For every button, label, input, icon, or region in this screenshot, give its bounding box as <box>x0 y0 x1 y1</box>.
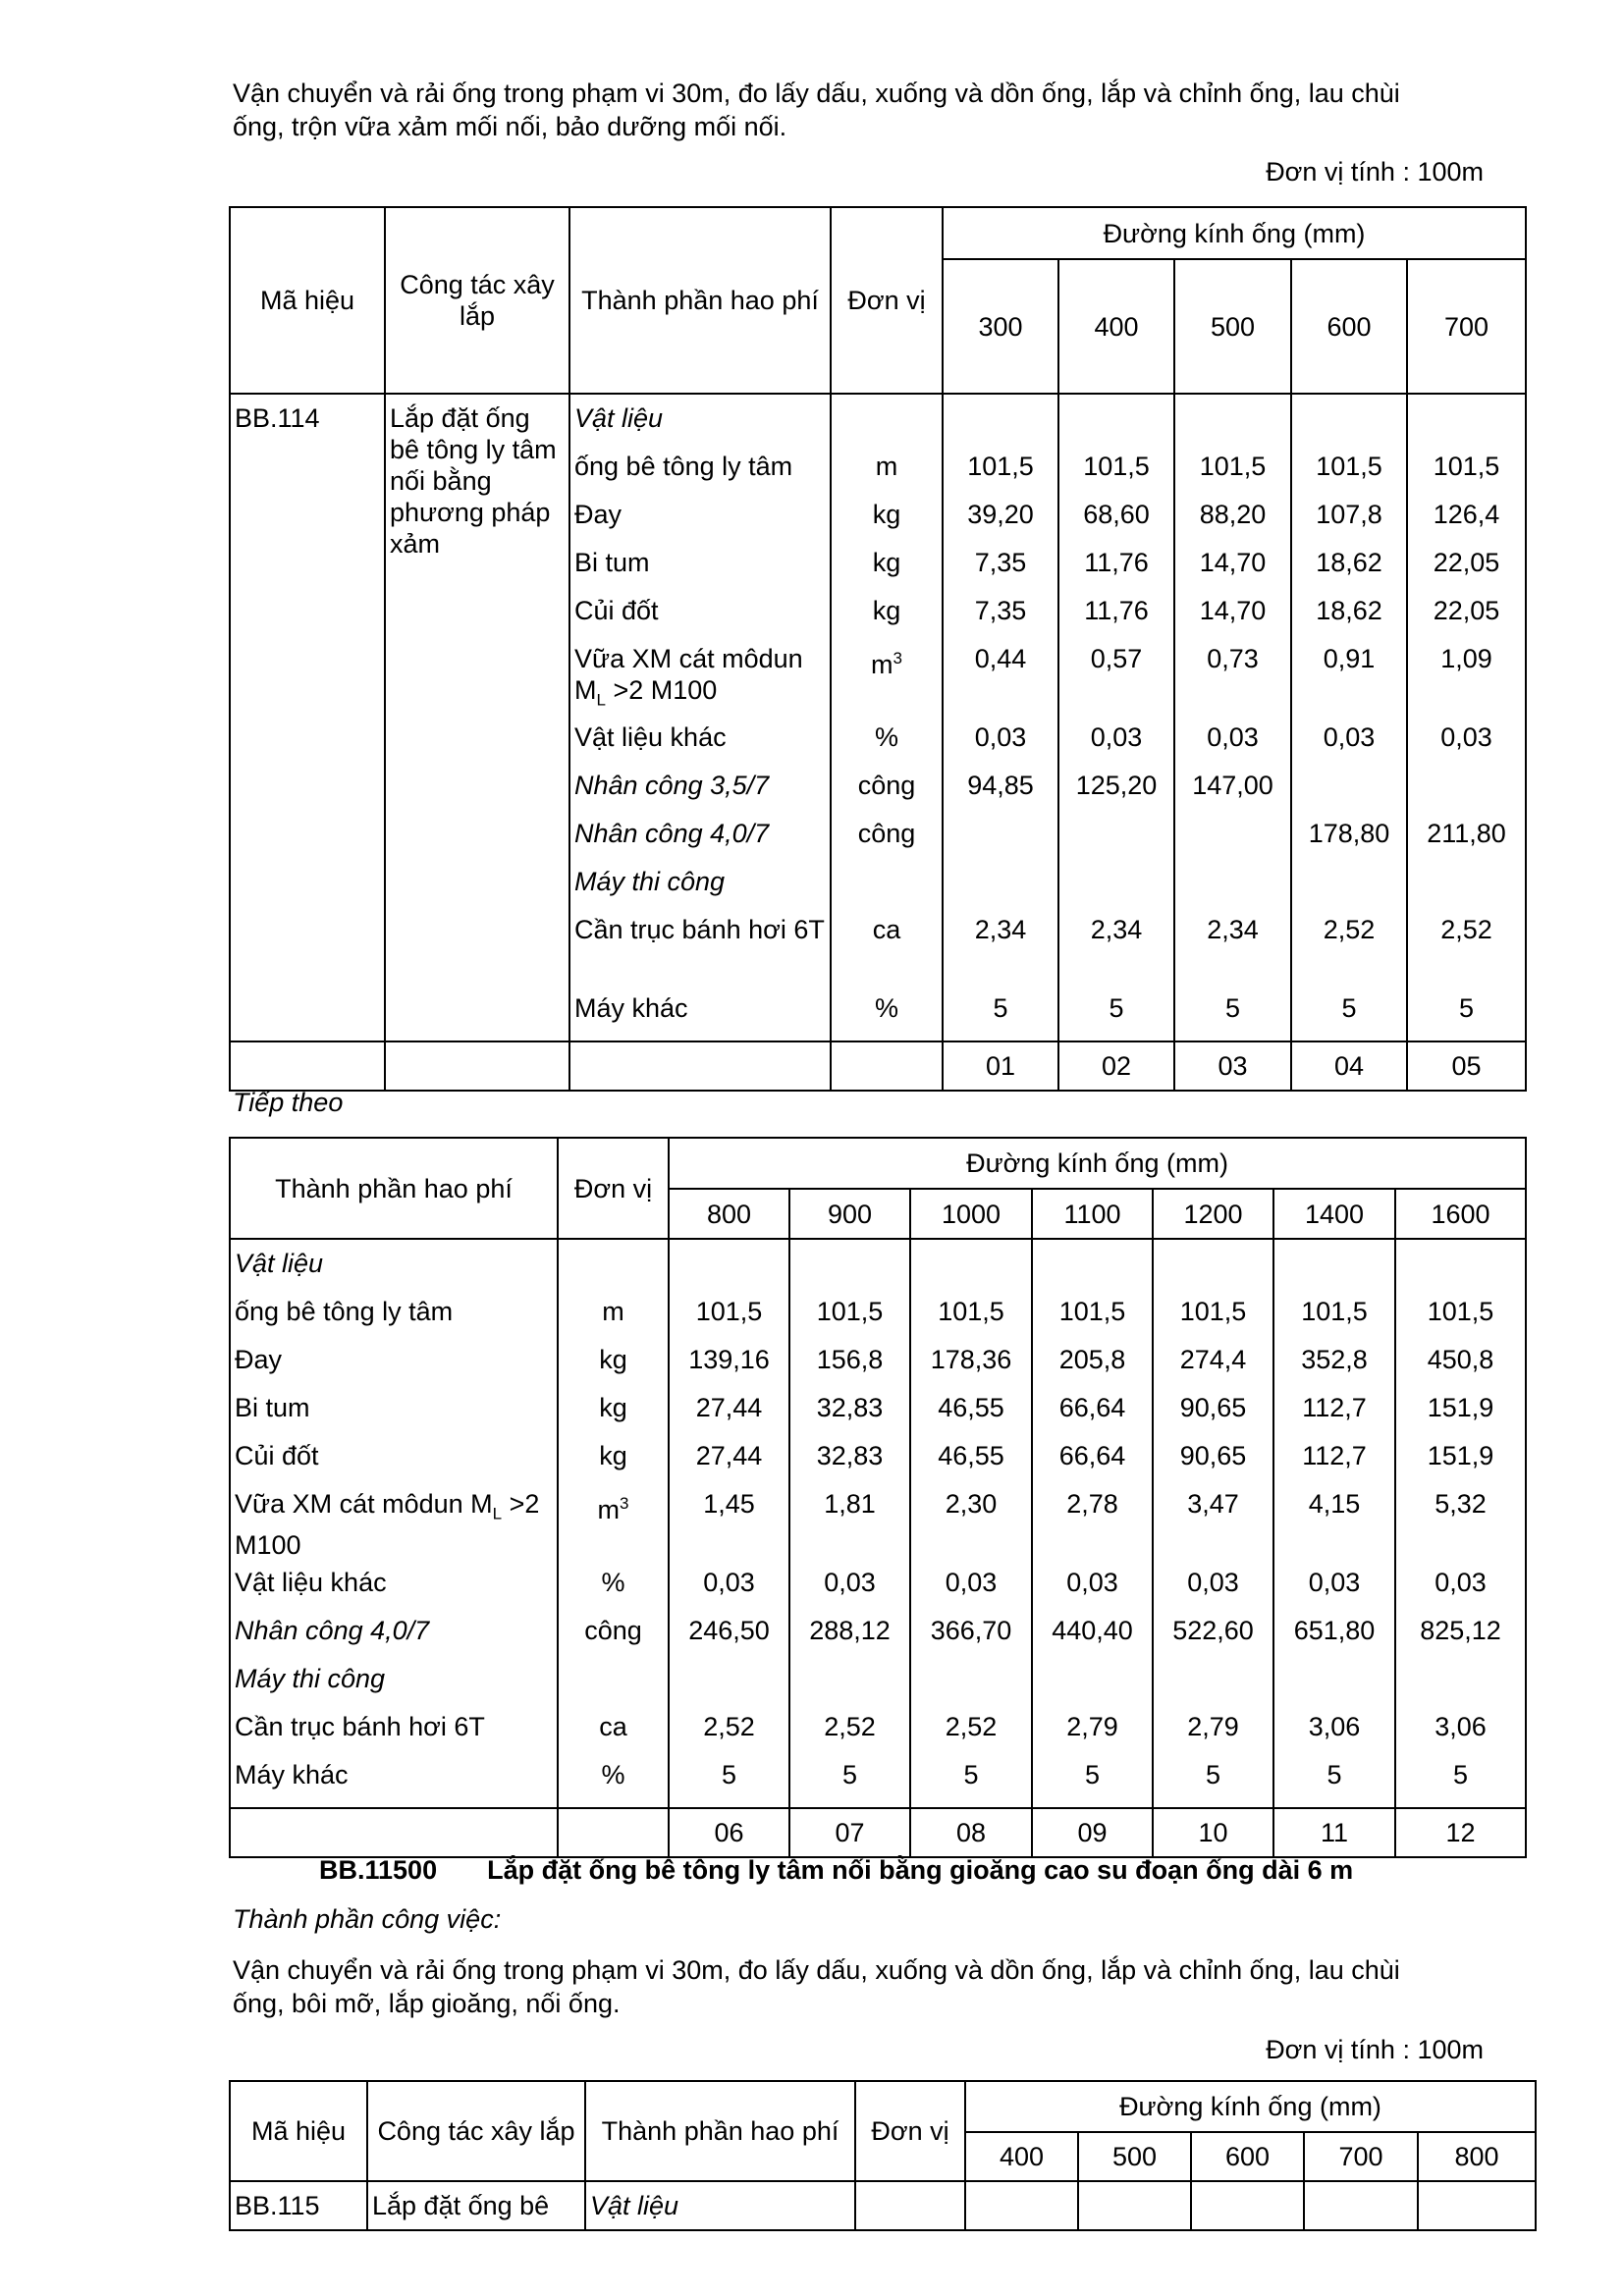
value-cell: 0,03 <box>1323 722 1376 752</box>
component-column <box>569 394 831 1041</box>
section-code: BB.11500 <box>319 1855 438 1885</box>
section-heading <box>319 1855 1353 1886</box>
value-column <box>943 394 1058 1041</box>
value-cell: 211,80 <box>1427 819 1506 848</box>
value-cell: 14,70 <box>1199 548 1267 577</box>
value-cell: 0,03 <box>974 722 1027 752</box>
intro-line: ống, trộn vữa xảm mối nối, bảo dưỡng mối nối. <box>233 112 787 141</box>
value-cell: 4,15 <box>1308 1489 1361 1519</box>
unit-cell: ca <box>599 1712 627 1741</box>
diameter-cell: 600 <box>1291 259 1407 394</box>
value-cell <box>1179 818 1286 866</box>
intro-paragraph-1 <box>233 77 1489 143</box>
row-label: Máy khác <box>574 993 688 1023</box>
value-cell: 107,8 <box>1316 500 1382 529</box>
value-cell: 3,06 <box>1435 1712 1487 1741</box>
row-label: Máy khác <box>235 1760 349 1789</box>
diameter-cell: 800 <box>1418 2132 1536 2181</box>
unit-cell: kg <box>599 1393 627 1422</box>
value-cell: 0,03 <box>945 1568 998 1597</box>
value-cell: 0,91 <box>1323 644 1376 673</box>
value-cell: 2,34 <box>974 915 1027 944</box>
value-cell <box>1296 770 1402 818</box>
header-unit: Đơn vị <box>855 2081 965 2181</box>
component-column <box>230 1239 558 1808</box>
value-cell: 101,5 <box>1058 1297 1126 1326</box>
value-cell: 112,7 <box>1302 1393 1367 1422</box>
continued-caption: Tiếp theo <box>233 1088 344 1117</box>
value-cell: 2,79 <box>1187 1712 1239 1741</box>
row-label: Nhân công 4,0/7 <box>574 819 770 848</box>
value-cell: 94,85 <box>967 771 1034 800</box>
value-cell: 27,44 <box>695 1441 763 1470</box>
value-cell <box>1412 770 1521 818</box>
value-cell: 5 <box>1453 1760 1469 1789</box>
work-cell: Lắp đặt ống bê tông ly tâm nối bằng phương pháp xảm <box>385 394 569 1041</box>
value-cell: 651,80 <box>1293 1616 1376 1645</box>
value-column <box>1153 1239 1273 1808</box>
value-cell: 7,35 <box>974 596 1027 625</box>
value-cell: 18,62 <box>1316 548 1382 577</box>
value-column <box>669 1239 789 1808</box>
value-cell: 0,03 <box>703 1568 755 1597</box>
header-unit: Đơn vị <box>558 1138 669 1239</box>
diameter-cell: 300 <box>943 259 1058 394</box>
value-cell: 101,5 <box>1433 452 1500 481</box>
value-cell: 2,34 <box>1090 915 1143 944</box>
value-cell: 46,55 <box>938 1441 1004 1470</box>
value-cell <box>947 818 1054 866</box>
diameter-cell: 900 <box>789 1189 910 1239</box>
value-cell: 22,05 <box>1433 548 1500 577</box>
value-cell: 366,70 <box>930 1616 1012 1645</box>
code-cell: BB.114 <box>230 394 385 1041</box>
diameter-cell: 700 <box>1304 2132 1418 2181</box>
header-diameter: Đường kính ống (mm) <box>943 207 1526 259</box>
row-label: Máy thi công <box>574 867 726 896</box>
value-cell: 101,5 <box>1301 1297 1368 1326</box>
value-cell: 0,03 <box>1308 1568 1361 1597</box>
unit-cell: % <box>874 722 898 752</box>
unit-cell-m3: $m^3$ <box>597 1494 629 1524</box>
value-cell: 11,76 <box>1084 596 1149 625</box>
value-cell: 0,03 <box>1435 1568 1487 1597</box>
value-cell: 125,20 <box>1075 771 1158 800</box>
unit-cell: m <box>602 1297 624 1326</box>
value-cell: 2,79 <box>1066 1712 1118 1741</box>
value-cell: 1,81 <box>824 1489 876 1519</box>
value-cell: 0,03 <box>824 1568 876 1597</box>
value-cell: 139,16 <box>688 1345 770 1374</box>
value-cell: 5,32 <box>1435 1489 1487 1519</box>
value-cell: 178,80 <box>1308 819 1390 848</box>
row-label: Vật liệu <box>235 1249 324 1278</box>
value-cell: 2,78 <box>1066 1489 1118 1519</box>
value-column <box>1395 1239 1526 1808</box>
row-label: Vật liệu <box>574 403 664 433</box>
unit-cell: % <box>601 1760 625 1789</box>
value-cell: 205,8 <box>1058 1345 1126 1374</box>
value-cell: 0,73 <box>1207 644 1259 673</box>
value-cell: 101,5 <box>1316 452 1382 481</box>
value-cell: 156,8 <box>816 1345 884 1374</box>
value-cell: 1,45 <box>703 1489 755 1519</box>
diameter-cell: 800 <box>669 1189 789 1239</box>
value-cell: 0,03 <box>1090 722 1143 752</box>
unit-cell: công <box>857 771 916 800</box>
section-title: Lắp đặt ống bê tông ly tâm nối bằng gioăng cao su đoạn ống dài 6 m <box>487 1855 1354 1885</box>
value-cell: 5 <box>993 993 1008 1023</box>
value-cell: 5 <box>1224 993 1241 1023</box>
value-cell: 101,5 <box>967 452 1034 481</box>
code-suffix-cell: 06 <box>669 1808 789 1857</box>
value-cell: 274,4 <box>1179 1345 1247 1374</box>
value-cell: 88,20 <box>1199 500 1267 529</box>
value-cell: 2,34 <box>1207 915 1259 944</box>
unit-cell: kg <box>872 548 901 577</box>
value-cell: 522,60 <box>1172 1616 1254 1645</box>
row-label: Đay <box>235 1345 283 1374</box>
value-cell: 101,5 <box>695 1297 763 1326</box>
value-cell: 5 <box>1458 993 1475 1023</box>
value-cell: 0,03 <box>1187 1568 1239 1597</box>
row-label: Cần trục bánh hơi 6T <box>235 1712 485 1741</box>
row-label: ống bê tông ly tâm <box>574 452 793 481</box>
value-cell: 46,55 <box>938 1393 1004 1422</box>
header-code: Mã hiệu <box>230 2081 367 2181</box>
unit-cell: % <box>601 1568 625 1597</box>
value-cell: 5 <box>1084 1760 1101 1789</box>
header-diameter: Đường kính ống (mm) <box>965 2081 1536 2132</box>
value-cell: 18,62 <box>1316 596 1382 625</box>
diameter-cell: 500 <box>1174 259 1291 394</box>
value-cell: 5 <box>841 1760 858 1789</box>
value-cell: 288,12 <box>809 1616 891 1645</box>
value-cell: 101,5 <box>816 1297 884 1326</box>
diameter-cell: 500 <box>1078 2132 1191 2181</box>
value-cell: 2,52 <box>703 1712 755 1741</box>
unit-label-1: Đơn vị tính : 100m <box>1266 157 1484 187</box>
unit-cell: m <box>875 452 898 481</box>
code-suffix-cell: 11 <box>1273 1808 1395 1857</box>
code-suffix-cell: 10 <box>1153 1808 1273 1857</box>
unit-cell: ca <box>872 915 901 944</box>
diameter-cell: 600 <box>1191 2132 1304 2181</box>
work-cell: Lắp đặt ống bê <box>367 2181 585 2230</box>
unit-cell: kg <box>599 1441 627 1470</box>
row-label: Bi tum <box>235 1393 310 1422</box>
value-cell: 22,05 <box>1433 596 1500 625</box>
unit-cell: % <box>874 993 898 1023</box>
value-cell: 5 <box>1326 1760 1342 1789</box>
code-cell: BB.115 <box>230 2181 367 2230</box>
value-cell: 27,44 <box>695 1393 763 1422</box>
row-label: Củi đốt <box>235 1441 319 1470</box>
unit-label-2: Đơn vị tính : 100m <box>1266 2035 1484 2064</box>
diameter-cell: 400 <box>1058 259 1174 394</box>
value-cell: 101,5 <box>1427 1297 1494 1326</box>
value-cell: 32,83 <box>816 1441 884 1470</box>
code-suffix-cell: 05 <box>1407 1041 1526 1091</box>
value-cell: 352,8 <box>1301 1345 1368 1374</box>
row-label: Cần trục bánh hơi 6T <box>574 915 825 944</box>
row-label: Máy thi công <box>235 1664 386 1693</box>
header-work: Công tác xây lắp <box>385 207 569 394</box>
value-cell: 151,9 <box>1427 1393 1494 1422</box>
intro-line: Vận chuyển và rải ống trong phạm vi 30m, đo lấy dấu, xuống và dồn ống, lắp và chỉnh ống, lau chùi <box>233 1955 1400 1985</box>
value-cell: 151,9 <box>1427 1441 1494 1470</box>
row-label: Nhân công 4,0/7 <box>235 1616 430 1645</box>
value-cell: 450,8 <box>1427 1345 1494 1374</box>
diameter-cell: 1200 <box>1153 1189 1273 1239</box>
value-cell: 90,65 <box>1179 1393 1247 1422</box>
value-cell: 112,7 <box>1302 1441 1367 1470</box>
unit-column <box>558 1239 669 1808</box>
code-suffix-cell: 09 <box>1032 1808 1153 1857</box>
diameter-cell: 1100 <box>1032 1189 1153 1239</box>
value-cell: 7,35 <box>974 548 1027 577</box>
value-cell: 5 <box>721 1760 737 1789</box>
intro-paragraph-2 <box>233 1953 1489 2020</box>
value-cell: 2,52 <box>1440 915 1492 944</box>
value-cell: 66,64 <box>1058 1393 1126 1422</box>
row-label-mortar: Vữa XM cát môdun $M_L >2$ M100 <box>574 644 803 710</box>
value-cell: 1,09 <box>1440 644 1492 673</box>
norm-table-bb114-continued <box>229 1137 1527 1858</box>
diameter-cell: 1600 <box>1395 1189 1526 1239</box>
header-component: Thành phần hao phí <box>569 207 831 394</box>
row-label: Vật liệu <box>585 2181 855 2230</box>
code-suffix-cell: 01 <box>943 1041 1058 1091</box>
value-cell: 0,57 <box>1090 644 1143 673</box>
header-component: Thành phần hao phí <box>230 1138 558 1239</box>
row-label: Nhân công 3,5/7 <box>574 771 770 800</box>
header-work: Công tác xây lắp <box>367 2081 585 2181</box>
row-label-mortar: Vữa XM cát môdun $M_L >2$ M100 <box>235 1489 540 1561</box>
value-cell: 126,4 <box>1433 500 1500 529</box>
value-cell: 5 <box>1341 993 1357 1023</box>
value-column <box>789 1239 910 1808</box>
norm-table-bb114 <box>229 206 1527 1092</box>
value-column <box>1291 394 1407 1041</box>
row-label: Vật liệu khác <box>574 722 727 752</box>
value-cell: 0,03 <box>1066 1568 1118 1597</box>
diameter-cell: 700 <box>1407 259 1526 394</box>
value-cell: 66,64 <box>1058 1441 1126 1470</box>
header-component: Thành phần hao phí <box>585 2081 855 2181</box>
value-column <box>1174 394 1291 1041</box>
unit-cell-m3: $m^3$ <box>871 649 902 679</box>
value-cell: 101,5 <box>1199 452 1267 481</box>
row-label: Củi đốt <box>574 596 659 625</box>
diameter-cell: 1400 <box>1273 1189 1395 1239</box>
value-cell: 440,40 <box>1052 1616 1133 1645</box>
row-label: ống bê tông ly tâm <box>235 1297 454 1326</box>
value-cell: 101,5 <box>1083 452 1150 481</box>
code-suffix-cell: 07 <box>789 1808 910 1857</box>
row-label: Đay <box>574 500 623 529</box>
unit-cell: kg <box>872 500 901 529</box>
value-cell: 2,30 <box>945 1489 998 1519</box>
norm-table-bb115 <box>229 2080 1537 2231</box>
value-cell <box>1063 818 1169 866</box>
unit-cell: công <box>857 819 916 848</box>
value-cell: 0,44 <box>974 644 1027 673</box>
value-cell: 147,00 <box>1192 771 1273 800</box>
value-cell: 5 <box>1109 993 1124 1023</box>
value-column <box>1058 394 1174 1041</box>
row-label: Vật liệu khác <box>235 1568 387 1597</box>
value-cell: 0,03 <box>1207 722 1259 752</box>
value-cell: 14,70 <box>1199 596 1267 625</box>
value-column <box>910 1239 1032 1808</box>
value-cell: 5 <box>1205 1760 1221 1789</box>
value-cell: 101,5 <box>1179 1297 1247 1326</box>
intro-line: ống, bôi mỡ, lắp gioăng, nối ống. <box>233 1989 621 2018</box>
code-suffix-cell: 08 <box>910 1808 1032 1857</box>
value-cell: 2,52 <box>945 1712 998 1741</box>
value-column <box>1273 1239 1395 1808</box>
value-column <box>1407 394 1526 1041</box>
value-cell: 11,76 <box>1084 548 1149 577</box>
unit-cell: kg <box>872 596 901 625</box>
unit-cell: công <box>584 1616 642 1645</box>
unit-column <box>831 394 943 1041</box>
code-suffix-cell: 12 <box>1395 1808 1526 1857</box>
value-column <box>1032 1239 1153 1808</box>
value-cell: 246,50 <box>688 1616 770 1645</box>
value-cell: 178,36 <box>930 1345 1012 1374</box>
value-cell: 39,20 <box>967 500 1034 529</box>
value-cell: 90,65 <box>1179 1441 1247 1470</box>
value-cell: 2,52 <box>1323 915 1376 944</box>
unit-cell: kg <box>599 1345 627 1374</box>
code-suffix-cell: 03 <box>1174 1041 1291 1091</box>
work-components-caption: Thành phần công việc: <box>233 1904 502 1934</box>
value-cell: 101,5 <box>938 1297 1004 1326</box>
value-cell: 68,60 <box>1083 500 1150 529</box>
value-cell: 3,47 <box>1187 1489 1239 1519</box>
header-diameter: Đường kính ống (mm) <box>669 1138 1526 1189</box>
value-cell: 32,83 <box>816 1393 884 1422</box>
value-cell: 5 <box>963 1760 979 1789</box>
row-label: Bi tum <box>574 548 650 577</box>
value-cell: 2,52 <box>824 1712 876 1741</box>
value-cell: 3,06 <box>1308 1712 1361 1741</box>
header-code: Mã hiệu <box>230 207 385 394</box>
value-cell: 825,12 <box>1420 1616 1501 1645</box>
diameter-cell: 1000 <box>910 1189 1032 1239</box>
diameter-cell: 400 <box>965 2132 1078 2181</box>
code-suffix-cell: 02 <box>1058 1041 1174 1091</box>
value-cell: 0,03 <box>1440 722 1492 752</box>
intro-line: Vận chuyển và rải ống trong phạm vi 30m, đo lấy dấu, xuống và dồn ống, lắp và chỉnh ống, lau chùi <box>233 79 1400 108</box>
header-unit: Đơn vị <box>831 207 943 394</box>
code-suffix-cell: 04 <box>1291 1041 1407 1091</box>
